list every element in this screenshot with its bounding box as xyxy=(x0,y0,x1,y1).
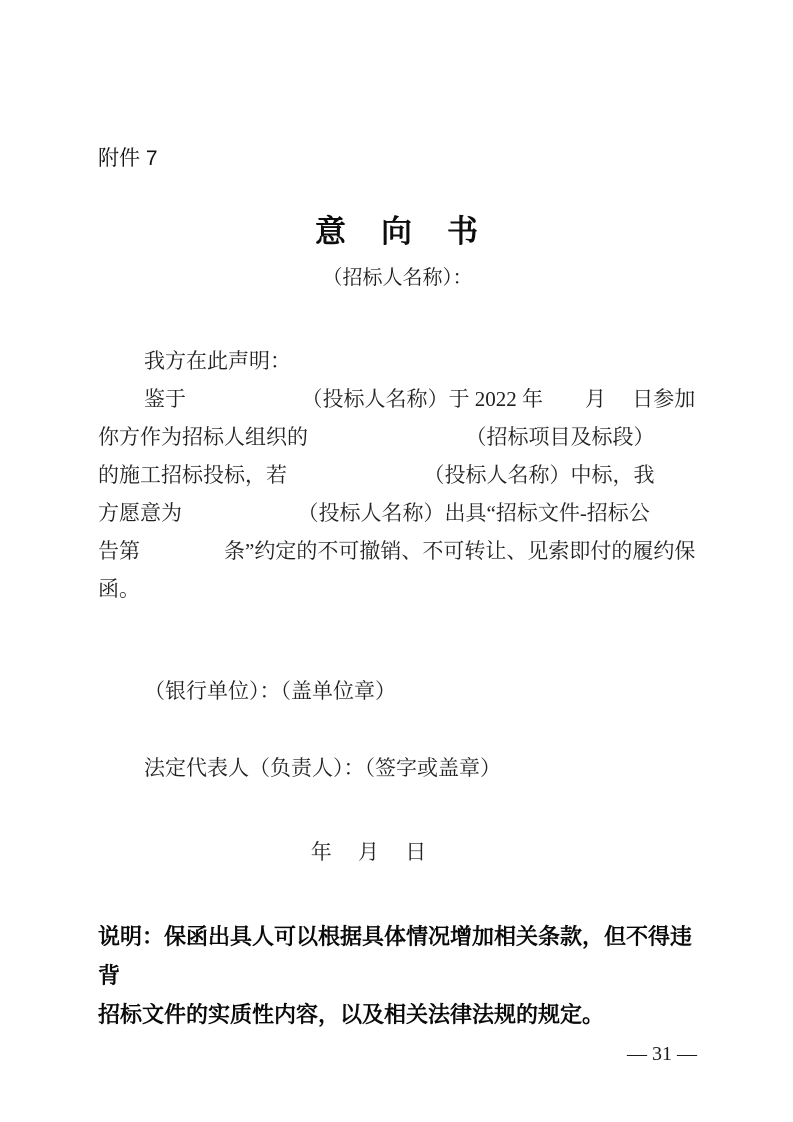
body-line: 函。 xyxy=(98,577,140,601)
bank-unit-signature-line: （银行单位）：（盖单位章） xyxy=(144,679,396,703)
body-line: 鉴于 （投标人名称）于 2022 年 月 日参加 xyxy=(144,387,696,411)
attachment-label: 附件 7 xyxy=(98,147,158,170)
body-line: 的施工招标投标，若 （投标人名称）中标，我 xyxy=(98,463,655,487)
document-title: 意 向 书 xyxy=(315,214,480,249)
body-line: 方愿意为 （投标人名称）出具“招标文件-招标公 xyxy=(98,501,650,525)
body-paragraphs xyxy=(98,342,697,608)
recipient-name-line: （招标人名称）： xyxy=(322,267,473,289)
note-line: 招标文件的实质性内容，以及相关法律法规的规定。 xyxy=(98,1002,605,1027)
legal-representative-signature-line: 法定代表人（负责人）：（签字或盖章） xyxy=(144,756,501,780)
body-line: 告第 条”约定的不可撤销、不可转让、见索即付的履约保 xyxy=(98,539,696,563)
date-line: 年 月 日 xyxy=(310,840,427,864)
page-number: — 31 — xyxy=(627,1043,697,1065)
explanatory-note xyxy=(98,917,697,1034)
body-line: 你方作为招标人组织的 （招标项目及标段） xyxy=(98,425,655,449)
body-line: 我方在此声明： xyxy=(144,349,291,373)
note-line: 说明：保函出具人可以根据具体情况增加相关条款，但不得违背 xyxy=(98,924,693,988)
